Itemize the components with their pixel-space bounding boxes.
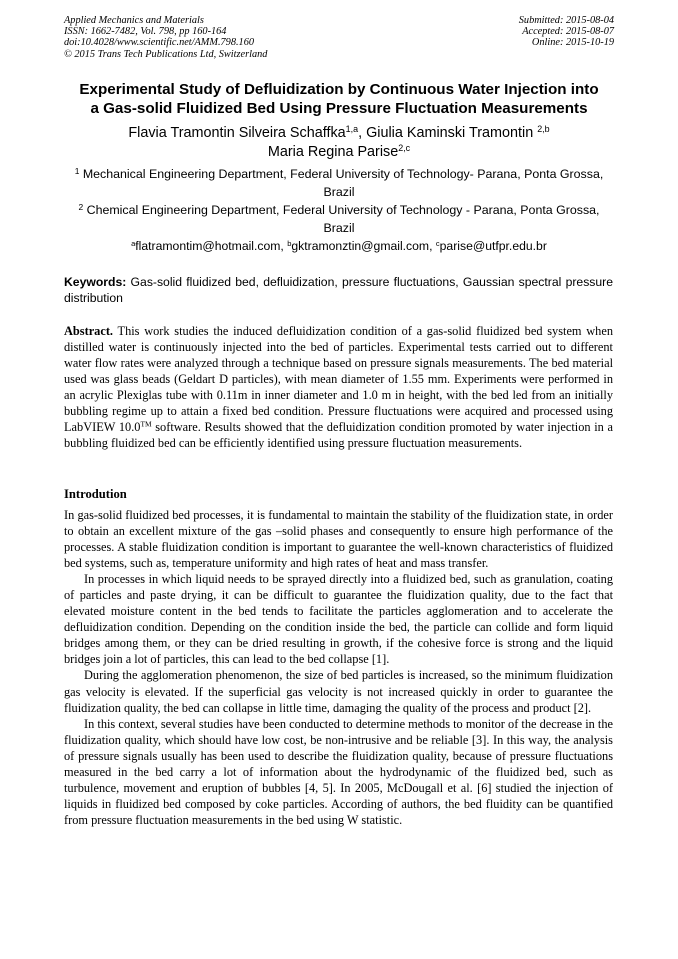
email-a-label: a — [131, 238, 136, 248]
publication-dates — [519, 15, 614, 49]
keywords-text: Gas-solid fluidized bed, defluidization, pressure fluctuations, Gaussian spectral pressure distribution — [64, 275, 613, 306]
abstract — [64, 324, 613, 452]
abstract-text-2: software. Results showed that the defluidization condition promoted by water injection in a bubbling fluidized bed can be efficiently identified using pressure fluctuation measurements. — [64, 419, 613, 450]
author-1-name: Flavia Tramontin Silveira Schaffka — [128, 125, 346, 141]
title-line-1: Experimental Study of Defluidization by Continuous Water Injection into — [79, 81, 599, 98]
author-2-affil: 2,b — [537, 124, 550, 135]
section-heading-introduction: Introdution — [64, 487, 127, 501]
affiliation-2-number: 2 — [78, 201, 84, 212]
introduction-body — [64, 507, 613, 828]
email-list — [56, 238, 622, 254]
abstract-label: Abstract. — [64, 324, 114, 338]
email-c-label: c — [435, 238, 440, 248]
author-3-affil: 2,c — [398, 143, 411, 154]
author-list — [56, 124, 622, 162]
email-b[interactable]: gktramonztin@gmail.com — [291, 239, 430, 253]
email-c[interactable]: parise@utfpr.edu.br — [439, 239, 547, 253]
author-separator: , — [358, 125, 367, 141]
paragraph: In gas-solid fluidized bed processes, it is fundamental to maintain the stability of the fluidization state, in order to obtain an excellent mixture of the gas –solid phases and consequently to ensure high performance of the processes. A stable fluidization condition is important to guarantee the well-known characteristics of fluidized bed systems, such as, temperature uniformity and high rates of heat and mass transfer. — [64, 508, 613, 571]
journal-name: Applied Mechanics and Materials — [64, 15, 204, 26]
submitted-date: Submitted: 2015-08-04 — [518, 15, 614, 26]
paper-title — [56, 80, 622, 118]
affiliation-2 — [66, 202, 612, 237]
abstract-text-1: This work studies the induced defluidization condition of a gas-solid fluidized bed system when distilled water is continuously injected into the bed of particles. Experimental tests carried out to different water flow rates were analyzed through a technique based on pressure signals measurements. The bed material used was glass beads (Geldart D particles), with mean diameter of 1.55 mm. Experiments were performed in an acrylic Plexiglas tube with 0.11m in inner diameter and 1.0 m in height, with the bed led from an initially bubbling regime up to attain a fixed bed condition. Pressure fluctuations were acquired and processed using LabVIEW 10.0 — [64, 324, 613, 434]
keywords-label: Keywords: — [64, 275, 127, 289]
email-b-label: b — [287, 238, 292, 248]
affiliation-2-text: Chemical Engineering Department, Federal University of Technology - Parana, Ponta Grossa, Brazil — [83, 203, 600, 235]
issn-line: ISSN: 1662-7482, Vol. 798, pp 160-164 — [64, 26, 227, 38]
copyright-line: © 2015 Trans Tech Publications Ltd, Switzerland — [64, 48, 268, 60]
doi-line: doi:10.4028/www.scientific.net/AMM.798.160 — [64, 37, 254, 49]
paragraph: During the agglomeration phenomenon, the size of bed particles is increased, so the minimum fluidization gas velocity is elevated. If the superficial gas velocity is not increased quickly in order to guarantee the fluidization quality, the bed can collapse in little time, damaging the quality of the process and product [2]. — [64, 668, 613, 715]
author-3-name: Maria Regina Parise — [267, 144, 399, 160]
title-line-2: a Gas-solid Fluidized Bed Using Pressure Fluctuation Measurements — [90, 100, 588, 117]
affiliation-1-text: Mechanical Engineering Department, Federal University of Technology- Parana, Ponta Grossa, Brazil — [79, 167, 604, 199]
paragraph: In processes in which liquid needs to be sprayed directly into a fluidized bed, such as granulation, coating of particles and paste drying, it can be difficult to guarantee the fluidization quality, due to the fact that elevated moisture content in the bed tends to facilitate the particles agglomeration and to accelerate the defluidization condition. Depending on the condition inside the bed, the particle can collide and form liquid bridges among them, or they can be dried resulting in growth, if the cohesive force is strong and the liquid bridges join a lot of particles, this can lead to the bed collapse [1]. — [64, 572, 613, 667]
publication-info — [64, 15, 267, 60]
email-a[interactable]: flatramontim@hotmail.com — [135, 239, 281, 253]
author-2-name: Giulia Kaminski Tramontin — [366, 125, 538, 141]
email-separator: , — [280, 239, 288, 253]
paragraph: In this context, several studies have been conducted to determine methods to monitor of the decrease in the fluidization quality, which should have low cost, be non-intrusive and be reliable [3]. In this way, the analysis of pressure signals usually has been used to describe the fluidization quality, because of pressure fluctuations measured in the bed carry a lot of information about the hydrodynamic of the fluidized bed, such as turbulence, movement and eruption of bubbles [4, 5]. In 2005, McDougall et al. [6] studied the injection of liquids in fluidized bed composed by coke particles. According of authors, the bed fluidity can be quantified from pressure fluctuation measurements in the bed using W statistic. — [64, 716, 613, 827]
email-separator: , — [429, 239, 436, 253]
online-date: Online: 2015-10-19 — [531, 37, 614, 49]
affiliation-1-number: 1 — [74, 165, 80, 176]
accepted-date: Accepted: 2015-08-07 — [522, 26, 614, 38]
author-1-affil: 1,a — [345, 124, 359, 135]
trademark-mark: TM — [140, 419, 152, 429]
affiliation-1 — [66, 166, 612, 201]
keywords — [64, 274, 613, 306]
